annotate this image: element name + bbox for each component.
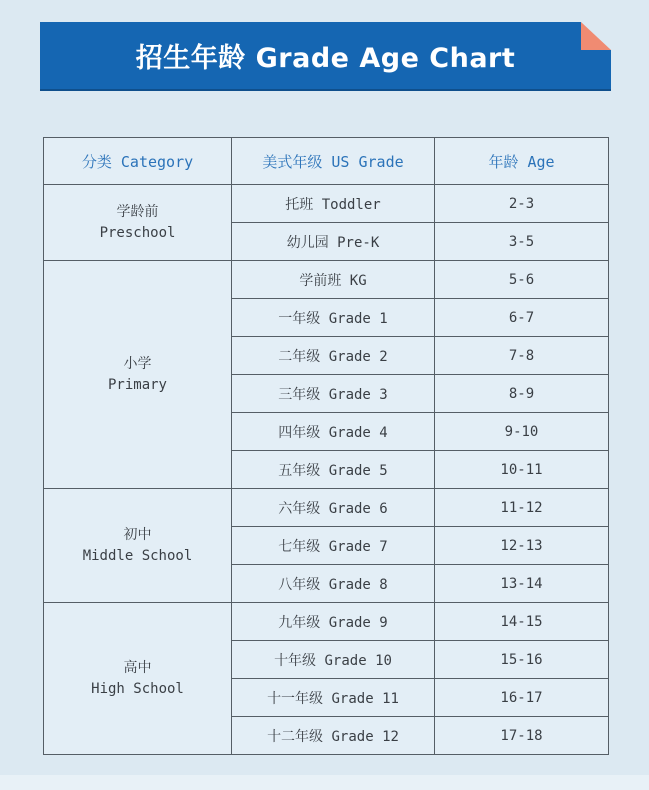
grade-age-table: [43, 137, 609, 755]
category-cell-middle-school: [44, 489, 232, 603]
column-header-category: 分类 Category: [44, 138, 232, 185]
age-cell: 12-13: [435, 527, 609, 565]
grade-cell: 托班 Toddler: [232, 185, 435, 223]
grade-cell: 十一年级 Grade 11: [232, 679, 435, 717]
table-row: [44, 489, 609, 527]
grade-cell: 三年级 Grade 3: [232, 375, 435, 413]
grade-cell: 十二年级 Grade 12: [232, 717, 435, 755]
category-cn: 初中: [123, 526, 152, 543]
grade-cell: 五年级 Grade 5: [232, 451, 435, 489]
table-row: [44, 261, 609, 299]
category-cell-primary: [44, 261, 232, 489]
age-cell: 8-9: [435, 375, 609, 413]
age-cell: 9-10: [435, 413, 609, 451]
age-cell: 15-16: [435, 641, 609, 679]
age-cell: 11-12: [435, 489, 609, 527]
bottom-band: [0, 775, 649, 790]
grade-cell: 四年级 Grade 4: [232, 413, 435, 451]
category-en: Middle School: [82, 547, 193, 564]
grade-cell: 十年级 Grade 10: [232, 641, 435, 679]
age-cell: 17-18: [435, 717, 609, 755]
category-en: Primary: [107, 376, 167, 393]
age-cell: 16-17: [435, 679, 609, 717]
page-title: 招生年龄 Grade Age Chart: [135, 43, 516, 74]
category-cn: 小学: [123, 355, 152, 372]
age-cell: 14-15: [435, 603, 609, 641]
column-header-age: 年龄 Age: [435, 138, 609, 185]
age-cell: 6-7: [435, 299, 609, 337]
category-en: Preschool: [99, 224, 176, 241]
grade-cell: 九年级 Grade 9: [232, 603, 435, 641]
age-cell: 13-14: [435, 565, 609, 603]
category-cell-preschool: [44, 185, 232, 261]
age-cell: 2-3: [435, 185, 609, 223]
grade-cell: 八年级 Grade 8: [232, 565, 435, 603]
age-cell: 7-8: [435, 337, 609, 375]
grade-cell: 二年级 Grade 2: [232, 337, 435, 375]
age-cell: 5-6: [435, 261, 609, 299]
category-cell-high-school: [44, 603, 232, 755]
category-cn: 学龄前: [116, 203, 159, 220]
grade-cell: 学前班 KG: [232, 261, 435, 299]
category-en: High School: [91, 680, 184, 697]
table-header-row: [44, 138, 609, 185]
grade-cell: 七年级 Grade 7: [232, 527, 435, 565]
age-cell: 3-5: [435, 223, 609, 261]
table-row: [44, 603, 609, 641]
category-cn: 高中: [123, 659, 152, 676]
title-banner: [40, 22, 611, 89]
grade-cell: 六年级 Grade 6: [232, 489, 435, 527]
grade-cell: 一年级 Grade 1: [232, 299, 435, 337]
grade-cell: 幼儿园 Pre-K: [232, 223, 435, 261]
age-cell: 10-11: [435, 451, 609, 489]
column-header-us-grade: 美式年级 US Grade: [232, 138, 435, 185]
table-row: [44, 185, 609, 223]
